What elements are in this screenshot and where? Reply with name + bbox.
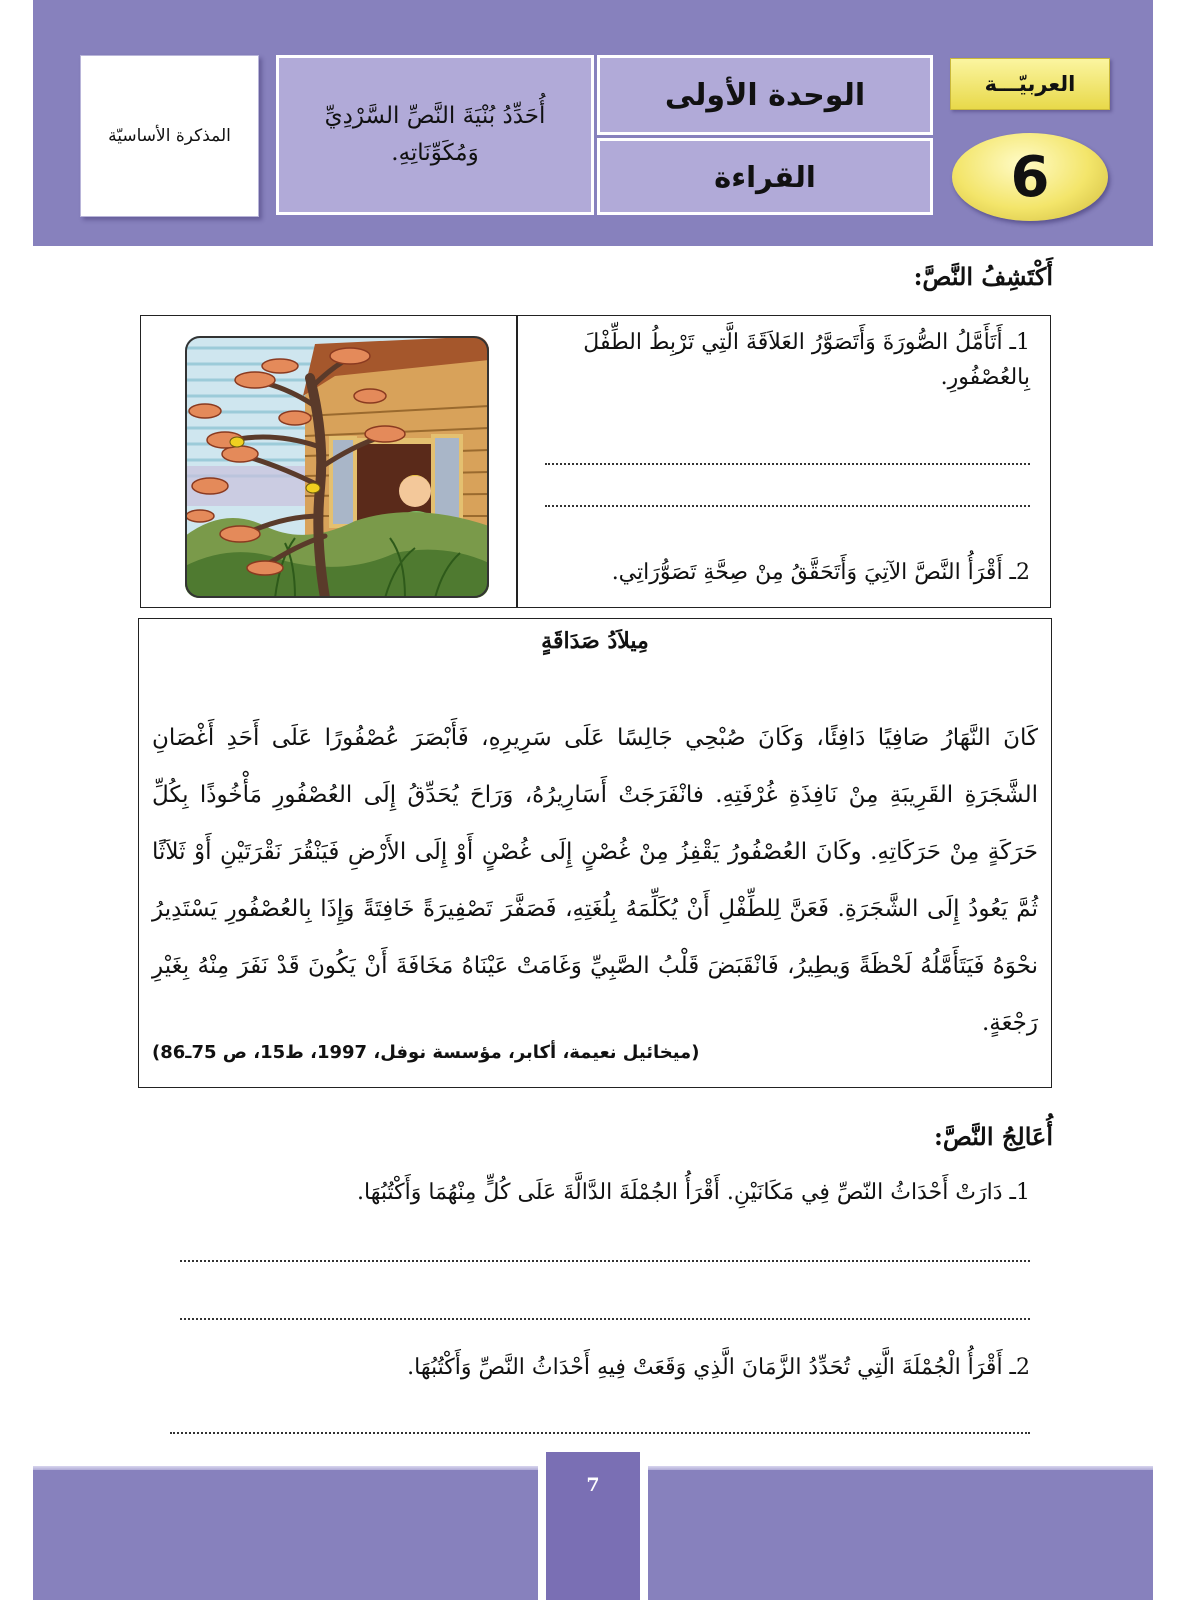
lesson-goal: أُحَدِّدُ بُنْيَةَ النَّصِّ السَّرْدِيِّ وَمُكَوِّنَاتِهِ. <box>324 103 546 166</box>
discover-table-divider <box>516 315 518 608</box>
memo-label: المذكرة الأساسيّة <box>108 126 231 146</box>
unit-title: الوحدة الأولى <box>664 77 866 113</box>
footer-gap-left <box>538 1466 546 1600</box>
lesson-title-box <box>597 138 933 215</box>
lesson-goal-box <box>276 55 594 215</box>
page-number-box <box>546 1452 640 1600</box>
unit-title-box <box>597 55 933 135</box>
grade-number: 6 <box>1010 144 1050 210</box>
story-title: مِيلاَدُ صَدَاقَةٍ <box>541 628 649 654</box>
story-text: كَانَ النَّهَارُ صَافِيًا دَافِئًا، وَكَانَ صُبْحِي جَالِسًا عَلَى سَرِيرِهِ، فَأَبْصَرَ عُصْفُورًا عَلَى أَحَدِ أَغْصَانِ الشَّجَرَةِ القَرِيبَةِ مِنْ نَافِذَةِ غُرْفَتِهِ. فانْفَرَجَتْ أَسَارِيرُهُ، وَرَاحَ يُحَدِّقُ إِلَى العُصْفُورِ مَأْخُوذًا بِكُلِّ حَرَكَةٍ مِنْ حَرَكَاتِهِ. وكَانَ العُصْفُورُ يَقْفِزُ مِنْ غُصْنٍ إِلَى غُصْنٍ أَوْ إِلَى الأَرْضِ فَيَنْقُرَ نَقْرَتَيْنِ أَوْ ثَلاَثًا ثُمَّ يَعُودُ إِلَى الشَّجَرَةِ. فَعَنَّ لِلطِّفْلِ أَنْ يُكَلِّمَهُ بِلُغَتِهِ، فَصَفَّرَ تَصْفِيرَةً خَافِتَةً وَإِذَا بِالعُصْفُورِ يَسْتَدِيرُ نحْوَهُ فَيَتَأَمَّلُهُ لَحْظَةً وَيطِيرُ، فَانْقَبَضَ قَلْبُ الصَّبِيِّ وَغَامَتْ عَيْنَاهُ مَخَافَةَ أَنْ يَكُونَ قَدْ نَفَرَ مِنْهُ بِغَيْرِ رَجْعَةٍ. <box>152 725 1038 1036</box>
discover-question-2: 2ـ أَقْرَأُ النَّصَّ الآتِيَ وَأَتَحَقَّقُ مِنْ صِحَّةِ تَصَوُّرَاتِي. <box>611 560 1030 585</box>
lesson-title: القراءة <box>714 159 816 194</box>
answer-line[interactable] <box>180 1260 1030 1262</box>
page-number: 7 <box>586 1474 600 1496</box>
story-source: (ميخائيل نعيمة، أكابر، مؤسسة نوفل، 1997، ط15، ص 75ـ86) <box>152 1042 700 1063</box>
footer-gap-right <box>640 1466 648 1600</box>
process-question-2: 2ـ أَقْرَأُ الْجُمْلَةَ الَّتِي تُحَدِّدُ الزَّمَانَ الَّذِي وَقَعَتْ فِيهِ أَحْدَاثُ النَّصِّ وَأَكْتُبُهَا. <box>407 1355 1030 1380</box>
subject-tag <box>950 58 1110 110</box>
process-heading: أُعَالِجُ النَّصَّ: <box>934 1122 1053 1151</box>
answer-line[interactable] <box>180 1318 1030 1320</box>
memo-label-box <box>80 55 259 217</box>
grade-badge <box>952 133 1108 221</box>
subject-label: العربيّـــة <box>984 72 1076 96</box>
boy-window-bird-illustration <box>185 336 489 598</box>
discover-heading: أَكْتَشِفُ النَّصَّ: <box>913 262 1053 291</box>
discover-question-1: 1ـ أَتَأَمَّلُ الصُّورَةَ وَأَتَصَوَّرُ العَلاَقَةَ الَّتِي تَرْبِطُ الطِّفْلَ بِالعُصْفُورِ. <box>583 330 1030 391</box>
answer-line[interactable] <box>545 463 1030 465</box>
answer-line[interactable] <box>170 1432 1030 1434</box>
process-question-1: 1ـ دَارَتْ أَحْدَاثُ النّصِّ فِي مَكَانَيْنِ. أَقْرَأُ الجُمْلَةَ الدَّالَّةَ عَلَى كُلٍّ مِنْهُمَا وَأَكْتُبُهَا. <box>357 1180 1030 1205</box>
answer-line[interactable] <box>545 505 1030 507</box>
